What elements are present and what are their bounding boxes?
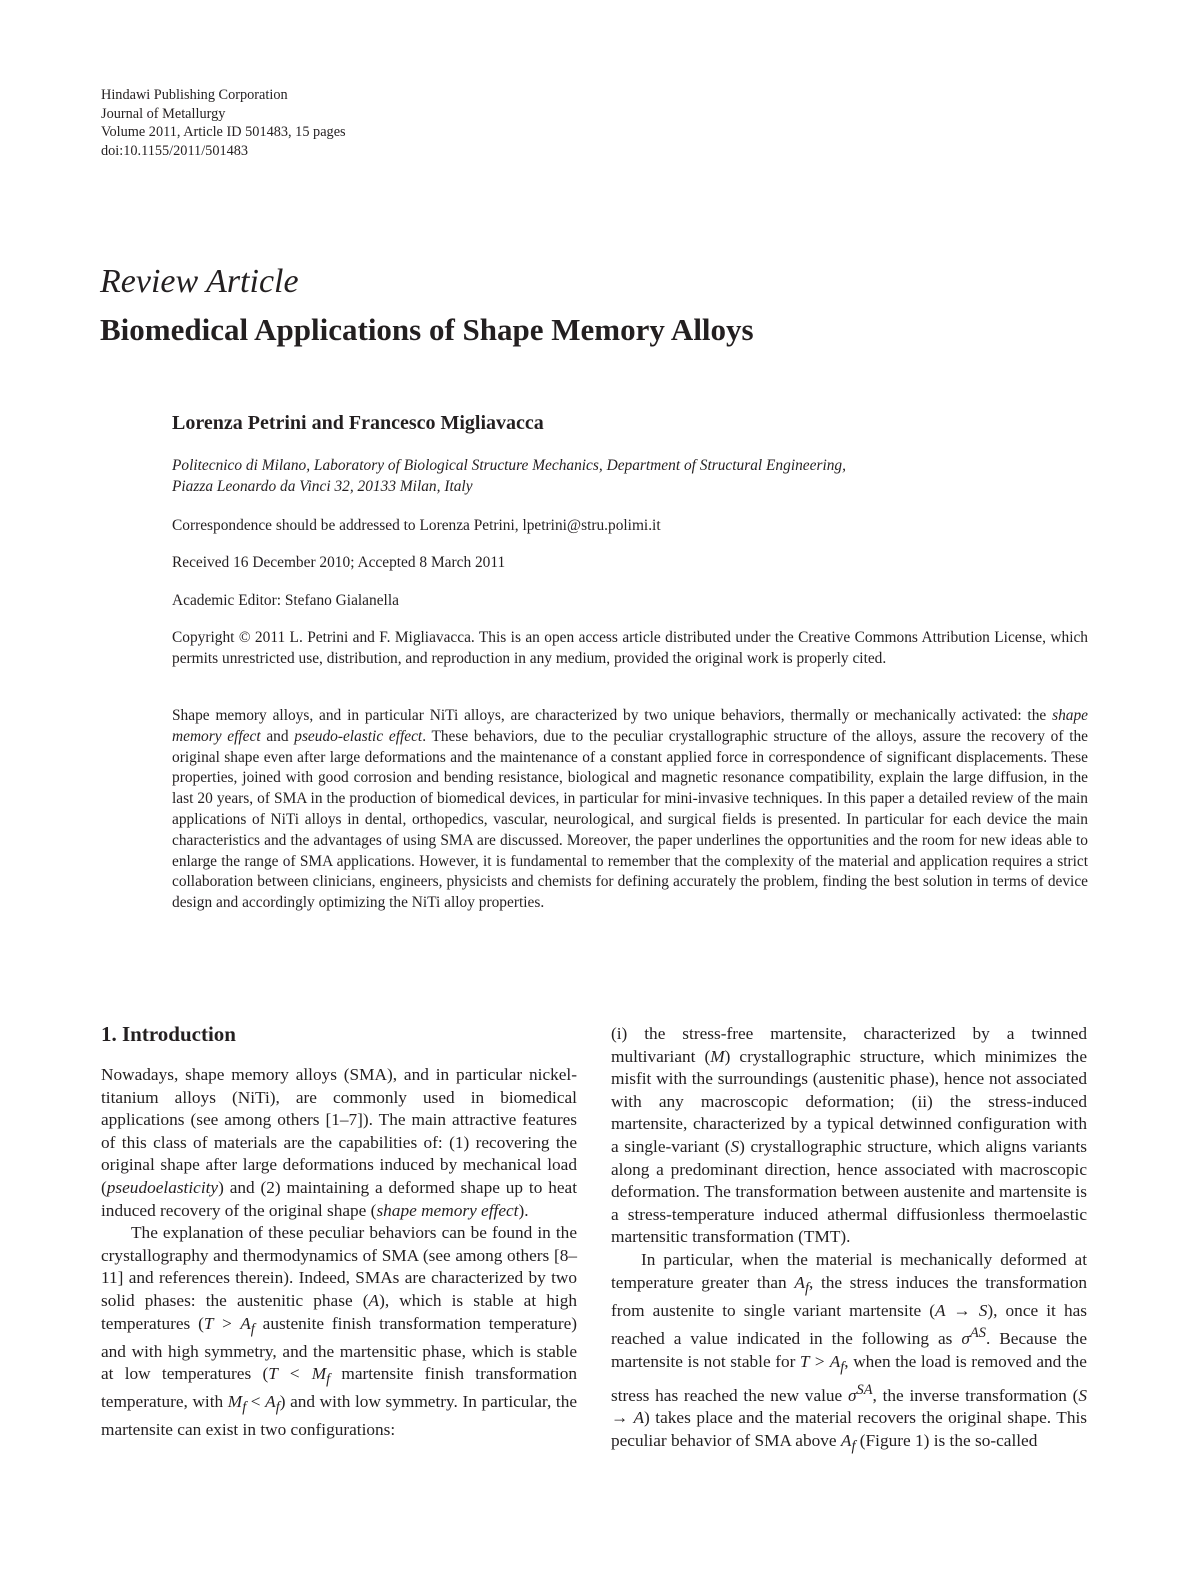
math: A xyxy=(794,1272,805,1292)
doi[interactable]: doi:10.1155/2011/501483 xyxy=(101,142,249,159)
publisher: Hindawi Publishing Corporation xyxy=(101,87,288,103)
article-type: Review Article xyxy=(100,263,299,300)
text-run: < xyxy=(246,1392,266,1412)
volume-info: Volume 2011, Article ID 501483, 15 pages xyxy=(101,124,346,140)
math-subscript: f xyxy=(326,1371,331,1388)
math-subscript: f xyxy=(275,1399,280,1416)
affiliation-line-1: Politecnico di Milano, Laboratory of Biological Structure Mechanics, Department of Structural Engineering, xyxy=(172,457,846,474)
math-subscript: f xyxy=(851,1437,856,1454)
text-run: ) is the so-called xyxy=(923,1430,1038,1450)
math: T > A xyxy=(203,1313,251,1333)
math: A → S xyxy=(935,1300,988,1320)
column-right xyxy=(611,1023,1087,1458)
academic-editor: Academic Editor: Stefano Gialanella xyxy=(172,592,399,609)
text-run: ) crystallographic structure, which aligns variants along a predominant direction, hence associated with macroscopic deformation. The transformation between austenite and martensite is a stress-temperature induced athermal diffusionless thermoelastic martensitic transformation (TMT). xyxy=(611,1136,1087,1247)
text-run: (i) the stress-free martensite, characterized by a twinned multivariant ( xyxy=(611,1024,1087,1066)
page-title: Biomedical Applications of Shape Memory Alloys xyxy=(100,312,754,347)
copyright-notice: Copyright © 2011 L. Petrini and F. Migliavacca. This is an open access article distributed under the Creative Commons Attribution License, which permits unrestricted use, distribution, and reproduction in any medium, provided the original work is properly cited. xyxy=(172,629,1088,667)
abstract-term: pseudo-elastic effect xyxy=(294,727,423,745)
paragraph xyxy=(611,1023,1087,1249)
abstract-text: . These behaviors, due to the peculiar crystallographic structure of the alloys, assure the recovery of the original shape even after large deformations and the maintenance of a constant applied force in correspondence of significant displacements. These properties, joined with good corrosion and bending resistance, biological and magnetic resonance compatibility, explain the large diffusion, in the last 20 years, of SMA in the production of biomedical devices, in particular for mini-invasive techniques. In this paper a detailed review of the main applications of NiTi alloys in dental, orthopedics, vascular, neurological, and surgical fields is presented. In particular for each device the main characteristics and the advantages of using SMA are discussed. Moreover, the paper underlines the opportunities and the room for new ideas able to enlarge the range of SMA applications. However, it is fundamental to remember that the complexity of the material and application requires a strict collaboration between clinicians, engineers, physicists and chemists for defining accurately the problem, finding the best solution in terms of device design and accordingly optimizing the NiTi alloy properties. xyxy=(172,727,1088,912)
text-run: . Because the martensite is not stable for xyxy=(611,1328,1087,1371)
text-run: ), once it has reached a value indicated in the following as xyxy=(611,1300,1087,1348)
text-run: , the stress induces the transformation from austenite to single variant martensite ( xyxy=(611,1272,1087,1320)
math: S → A xyxy=(611,1385,1087,1427)
math: S xyxy=(730,1136,740,1156)
math: A xyxy=(840,1430,852,1450)
math-subscript: f xyxy=(804,1279,809,1296)
math: σ xyxy=(847,1385,857,1405)
text-run: , the inverse transformation ( xyxy=(872,1385,1079,1405)
affiliation-line-2: Piazza Leonardo da Vinci 32, 20133 Milan, Italy xyxy=(172,478,473,495)
term: shape memory effect xyxy=(376,1200,519,1220)
text-run: ) takes place and the material recovers the original shape. This peculiar behavior of SMA above xyxy=(611,1407,1087,1450)
journal-name: Journal of Metallurgy xyxy=(101,105,226,122)
text-run: Nowadays, shape memory alloys (SMA), and in particular nickel-titanium alloys (NiTi), are commonly used in biomedical applications (see among others [1–7]). The main attractive features of this class of materials are the capabilities of: (1) recovering the original shape after large deformations induced by mechanical load ( xyxy=(101,1065,577,1197)
text-run: ) crystallographic structure, which minimizes the misfit with the surroundings (austenitic phase), hence not associated with any macroscopic deformation; (ii) the stress-induced martensite, characterized by a typical detwinned configuration with a single-variant ( xyxy=(611,1046,1087,1156)
text-run: martensite finish transformation temperature, with xyxy=(101,1364,578,1412)
math-superscript: AS xyxy=(969,1325,986,1342)
math: A xyxy=(265,1392,276,1412)
authors: Lorenza Petrini and Francesco Migliavacca xyxy=(172,412,544,434)
text-run: The explanation of these peculiar behaviors can be found in the crystallography and thermodynamics of SMA (see among others [8–11] and references therein). Indeed, SMAs are characterized by two solid phases: the austenitic phase ( xyxy=(101,1223,577,1310)
journal-header xyxy=(101,86,346,160)
paragraph xyxy=(611,1249,1087,1458)
column-left xyxy=(101,1020,577,1442)
math-superscript: SA xyxy=(856,1381,873,1398)
math: T < M xyxy=(268,1364,327,1384)
affiliation xyxy=(172,455,846,497)
figure-reference-link[interactable]: Figure 1 xyxy=(865,1430,924,1450)
abstract-term: shape memory effect xyxy=(172,707,1088,745)
paragraph xyxy=(101,1222,577,1442)
abstract-text: and xyxy=(260,727,295,745)
text-run: ), which is stable at high temperatures ( xyxy=(101,1290,577,1333)
math: T > A xyxy=(799,1351,841,1371)
correspondence: Correspondence should be addressed to Lorenza Petrini, lpetrini@stru.polimi.it xyxy=(172,517,661,534)
abstract-text: Shape memory alloys, and in particular NiTi alloys, are characterized by two unique behaviors, thermally or mechanically activated: the xyxy=(172,707,1053,724)
text-run: , when the load is removed and the stress has reached the new value xyxy=(611,1351,1087,1405)
text-run: ) and with low symmetry. In particular, the martensite can exist in two configurations: xyxy=(101,1392,578,1440)
text-run: In particular, when the material is mechanically deformed at temperature greater than xyxy=(611,1249,1087,1292)
abstract xyxy=(172,706,1088,914)
text-run: ). xyxy=(518,1200,529,1220)
math-subscript: f xyxy=(242,1399,247,1416)
received-dates: Received 16 December 2010; Accepted 8 March 2011 xyxy=(172,554,506,571)
math: M xyxy=(227,1392,243,1412)
text-run: austenite finish transformation temperature) and with high symmetry, and the martensitic phase, which is stable at low temperatures ( xyxy=(101,1313,577,1384)
math: σ xyxy=(961,1328,970,1348)
text-run: ( xyxy=(855,1430,866,1450)
section-heading-introduction: 1. Introduction xyxy=(101,1022,236,1046)
math-subscript: f xyxy=(840,1358,845,1375)
paragraph xyxy=(101,1064,577,1222)
math: A xyxy=(368,1290,380,1310)
term: pseudoelasticity xyxy=(106,1177,219,1197)
math: M xyxy=(710,1046,725,1066)
math-subscript: f xyxy=(250,1320,255,1337)
text-run: ) and (2) maintaining a deformed shape up to heat induced recovery of the original shape ( xyxy=(101,1177,577,1220)
